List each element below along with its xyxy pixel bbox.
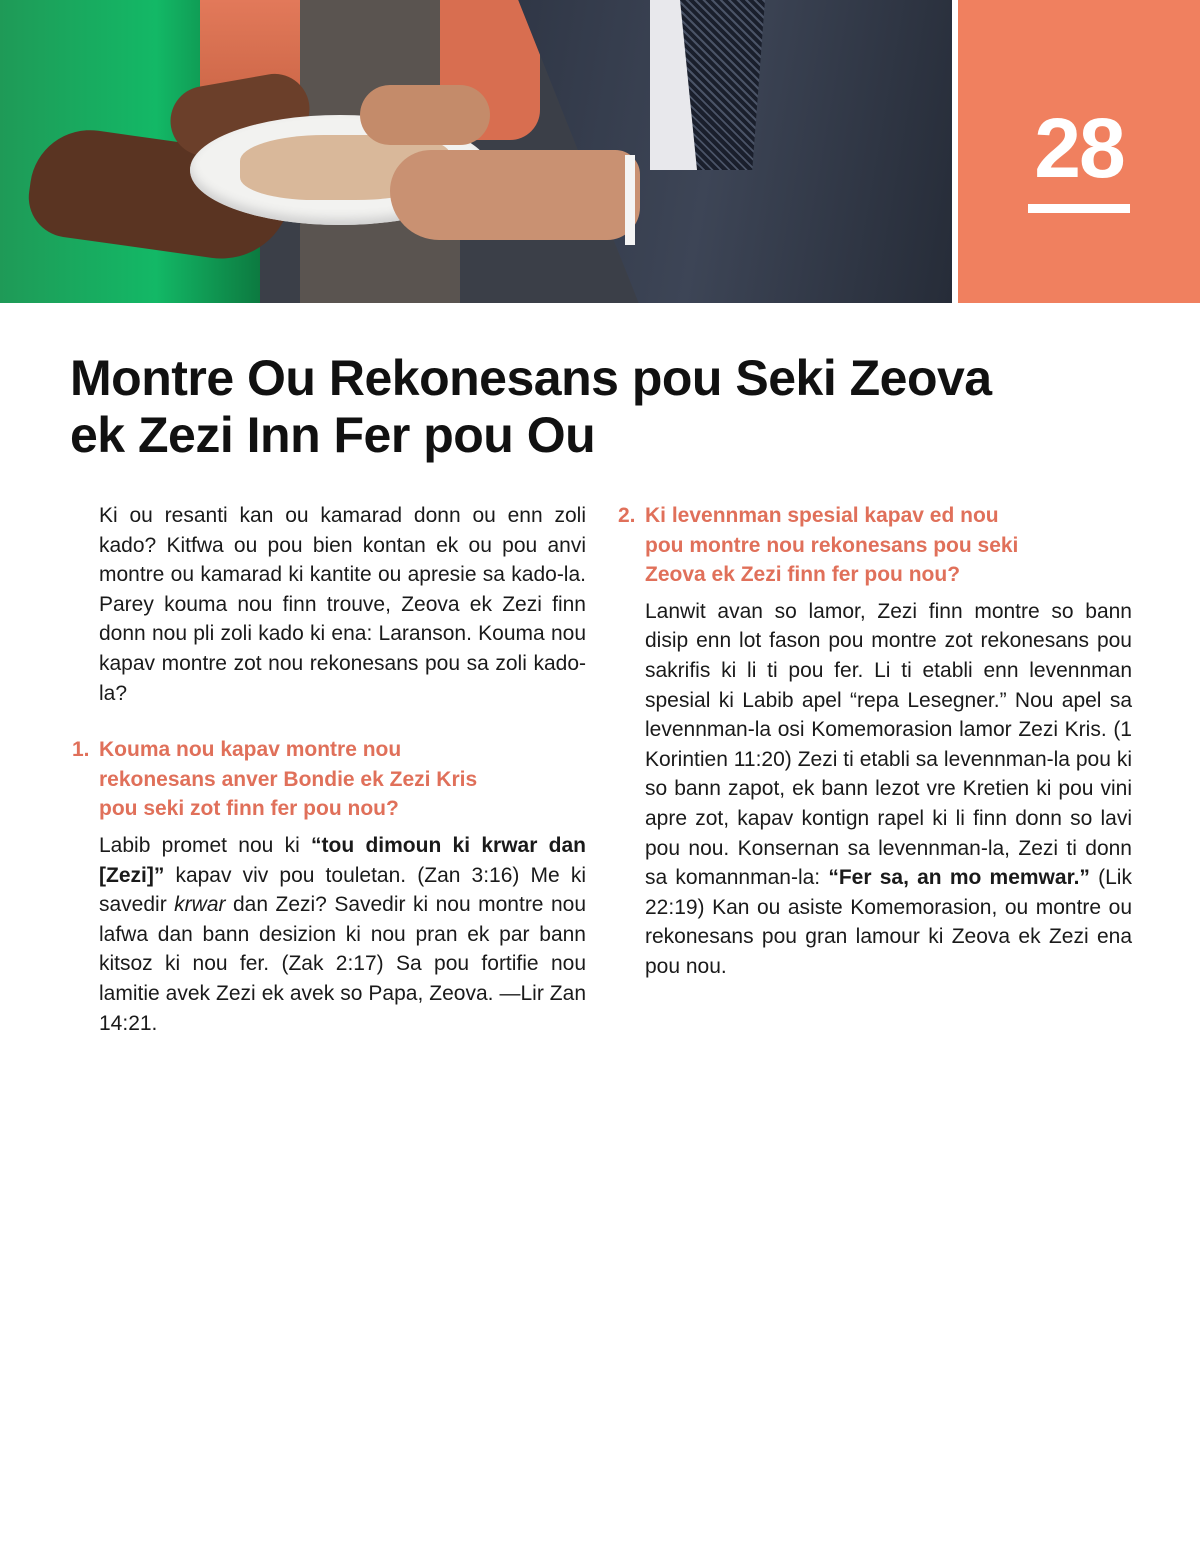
badge-underline <box>1028 204 1130 213</box>
body-text: dan Zezi? Savedir ki nou montre nou lafwa dan bann desizion ki nou pran ek par bann kitsoz ki nou fer. (Zak 2:17) Sa pou fortifie nou lamitie avek Zezi ek avek so Papa, Zeova. —Lir Zan 14:21. <box>99 893 586 1035</box>
question-line: pou seki zot finn fer pou nou? <box>99 797 399 821</box>
lesson-number-badge <box>958 0 1200 303</box>
lesson-number: 28 <box>1034 101 1124 195</box>
bold-quote: “Fer sa, an mo memwar.” <box>828 866 1090 890</box>
title-line-1: Montre Ou Rekonesans pou Seki Zeova <box>70 350 992 406</box>
body-text: kapav viv pou touletan. (Zan 3:16) Me ki savedir <box>99 863 586 917</box>
question-line: Kouma nou kapav montre nou <box>99 738 402 762</box>
italic-word: krwar <box>174 893 226 917</box>
question-line: Zeova ek Zezi finn fer pou nou? <box>645 563 961 587</box>
answer-paragraph-2 <box>645 597 1132 982</box>
header-photo <box>0 0 952 303</box>
bold-quote: “tou dimoun ki krwar dan [Zezi]” <box>99 833 586 887</box>
title-line-2: ek Zezi Inn Fer pou Ou <box>70 407 596 463</box>
body-text: (Lik 22:19) Kan ou asiste Komemorasion, ou montre ou rekonesans pou gran lamour ki Zeova ek Zezi ena pou nou. <box>645 866 1132 978</box>
question-line: rekonesans anver Bondie ek Zezi Kris <box>99 767 478 791</box>
page-title <box>70 350 1070 464</box>
body-text: Lanwit avan so lamor, Zezi finn montre so bann disip enn lot fason pou montre zot rekonesans pou sakrifis ki li ti pou fer. Li ti etabli enn levennman spesial ki Labib apel “repa Lesegner.” Nou apel sa levennman-la osi Komemorasion lamor Zezi Kris. (1 Korintien 11:20) Zezi ti etabli sa levennman-la pou ki so bann zapot, ek bann lezot vre Kretien ki pou vini apre zot, kapav kontign rapel ki li finn donn so lavi pou nou. Konsernan sa levennman-la, Zezi ti donn sa komannman-la: <box>645 599 1132 890</box>
question-number: 1. <box>72 738 90 762</box>
question-number: 2. <box>618 504 636 527</box>
answer-paragraph-1 <box>99 831 586 1038</box>
question-line: Ki levennman spesial kapav ed nou <box>645 504 999 527</box>
left-column <box>72 501 586 1038</box>
intro-paragraph: Ki ou resanti kan ou kamarad donn ou enn zoli kado? Kitfwa ou pou bien kontan ek ou pou anvi montre ou kamarad ki kantite ou apresie sa kado-la. Parey kouma nou finn trouve, Zeova ek Zezi finn donn nou pli zoli kado ki ena: Laranson. Kouma nou kapav montre zot nou rekonesans pou sa zoli kado-la? <box>99 504 586 705</box>
body-text: Labib promet nou ki <box>99 833 312 857</box>
right-column <box>618 501 1132 982</box>
question-2 <box>618 501 1132 590</box>
question-1 <box>72 735 586 824</box>
question-line: pou montre nou rekonesans pou seki <box>645 533 1019 557</box>
